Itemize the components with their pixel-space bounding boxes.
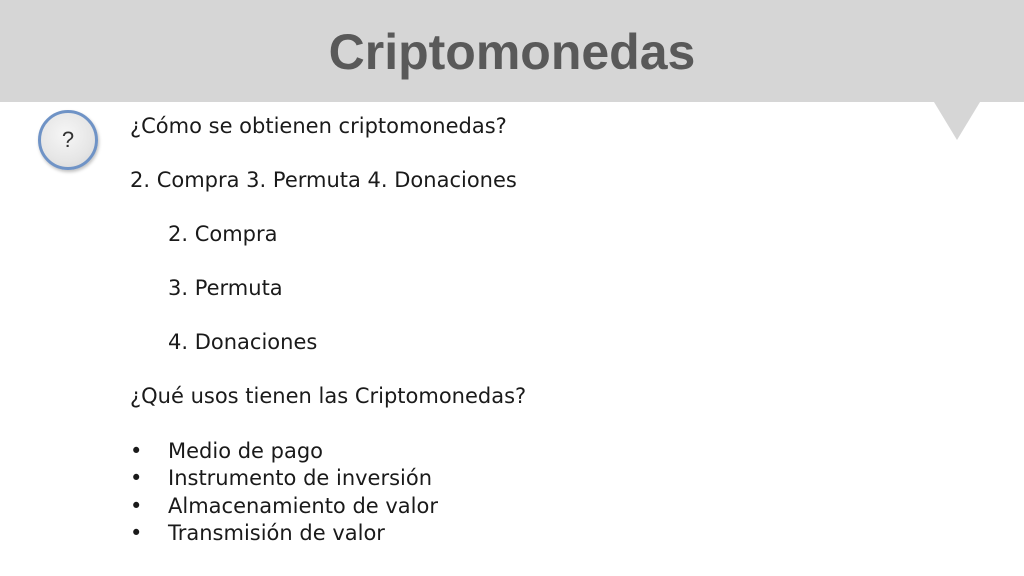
method-item: 2. Compra xyxy=(168,222,278,246)
question-uses: ¿Qué usos tienen las Criptomonedas? xyxy=(130,384,527,408)
use-item: Almacenamiento de valor xyxy=(168,494,438,518)
title-callout-notch xyxy=(934,102,980,140)
method-item: 4. Donaciones xyxy=(168,330,318,354)
use-item: Transmisión de valor xyxy=(168,521,385,545)
slide-title: Criptomonedas xyxy=(328,24,696,80)
use-item: Instrumento de inversión xyxy=(168,466,433,490)
bullet-marker: • xyxy=(130,439,143,463)
question-how-obtain: ¿Cómo se obtienen criptomonedas? xyxy=(130,114,507,138)
methods-summary: 2. Compra 3. Permuta 4. Donaciones xyxy=(130,168,517,192)
use-item: Medio de pago xyxy=(168,439,324,463)
bullet-marker: • xyxy=(130,494,143,518)
bullet-marker: • xyxy=(130,521,143,545)
method-item: 3. Permuta xyxy=(168,276,283,300)
question-badge-icon xyxy=(38,110,98,170)
question-mark: ? xyxy=(61,127,75,152)
bullet-marker: • xyxy=(130,466,143,490)
